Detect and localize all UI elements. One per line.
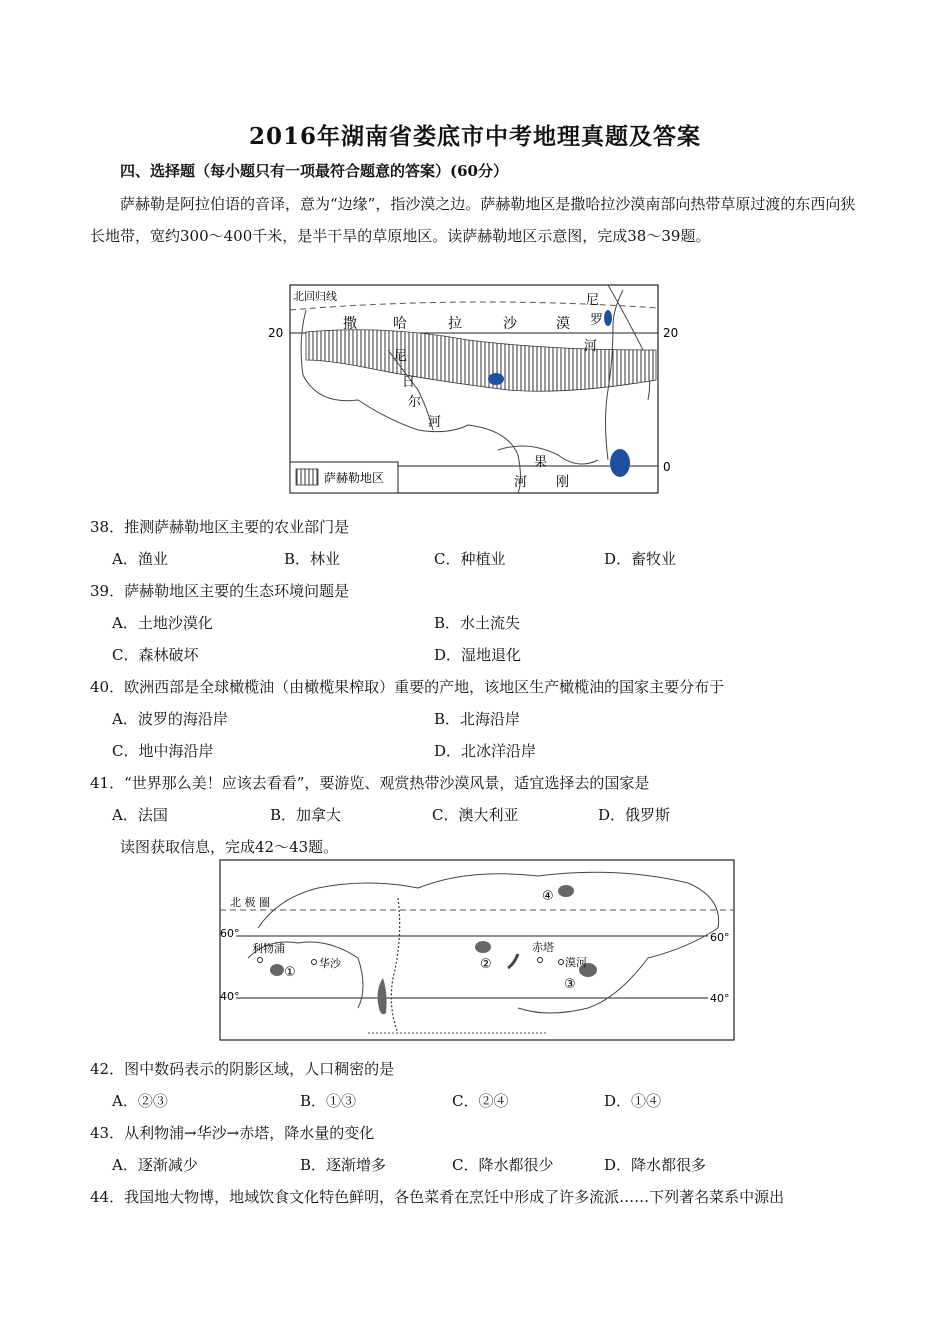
option: D．①④ [604,1092,662,1110]
option: D．北冰洋沿岸 [434,742,537,760]
option: B．逐渐增多 [300,1156,387,1174]
lat0-label: 0 [663,460,671,474]
read-instruction: 读图获取信息，完成42～43题。 [120,838,339,856]
option: A．逐渐减少 [112,1156,198,1174]
desert-char: 漠 [556,316,570,332]
mark-3: ③ [564,977,576,992]
city-chita: 赤塔 [532,941,554,954]
option: B．林业 [284,550,341,568]
question-43: 43．从利物浦→华沙→赤塔，降水量的变化 [90,1124,375,1142]
lat20-right-label: 20 [663,326,679,340]
page-title: 2016年湖南省娄底市中考地理真题及答案 [248,123,701,150]
tropic-label: 北回归线 [293,290,337,303]
option: C．种植业 [434,550,506,568]
mark-2: ② [480,957,492,972]
option: C．澳大利亚 [432,806,519,824]
option: B．①③ [300,1092,357,1110]
option: C．降水都很少 [452,1156,554,1174]
intro-paragraph: 萨赫勒是阿拉伯语的音译，意为“边缘”，指沙漠之边。萨赫勒地区是撒哈拉沙漠南部向热带草原过渡的东西向狭长地带，宽约300～400千米，是半干旱的草原地区。读萨赫勒地区示意图，完成38～39题。 [90,195,856,245]
option: C．②④ [452,1092,509,1110]
niger-char: 日 [402,375,416,390]
question-42: 42．图中数码表示的阴影区域，人口稠密的是 [90,1060,395,1078]
sahel-map [268,280,688,500]
option: D．湿地退化 [434,646,522,664]
question-40: 40．欧洲西部是全球橄榄油（由橄榄果榨取）重要的产地，该地区生产橄榄油的国家主要分布于 [90,678,725,696]
section-heading: 四、选择题（每小题只有一项最符合题意的答案）(60分） [120,162,508,180]
question-38: 38．推测萨赫勒地区主要的农业部门是 [90,518,350,536]
lat40-right-label: 40° [710,992,730,1005]
congo-char: 果 [534,455,548,470]
option: A．波罗的海沿岸 [112,710,228,728]
option: A．法国 [112,806,168,824]
option: A．土地沙漠化 [112,614,213,632]
question-39: 39．萨赫勒地区主要的生态环境问题是 [90,582,350,600]
nile-char: 河 [584,339,598,354]
desert-char: 撒 [343,316,357,332]
question-41: 41．“世界那么美！应该去看看”，要游览、观赏热带沙漠风景，适宜选择去的国家是 [90,774,650,792]
option: A．渔业 [112,550,168,568]
question-44: 44．我国地大物博，地域饮食文化特色鲜明，各色菜肴在烹饪中形成了许多流派……下列著名菜系中源出 [90,1188,785,1206]
option: D．畜牧业 [604,550,677,568]
congo-char: 刚 [556,475,570,490]
desert-char: 拉 [448,316,462,332]
lat20-left-label: 20 [268,326,284,340]
option: A．②③ [112,1092,168,1110]
lat40-left-label: 40° [220,990,240,1003]
niger-char: 尼 [394,349,408,364]
option: D．降水都很多 [604,1156,707,1174]
desert-char: 沙 [503,316,517,332]
arctic-circle-label: 北 极 圈 [230,896,270,909]
desert-char: 哈 [393,316,407,332]
option: C．森林破坏 [112,646,199,664]
option: B．水土流失 [434,614,521,632]
city-mohe: 漠河 [565,956,587,969]
mark-4: ④ [542,889,554,904]
congo-char: 河 [514,475,528,490]
option: C．地中海沿岸 [112,742,214,760]
option: B．加拿大 [270,806,342,824]
eurasia-map [218,858,738,1044]
city-liverpool: 利物浦 [252,942,285,955]
legend-label: 萨赫勒地区 [324,471,385,485]
nile-char: 罗 [590,313,604,328]
city-warsaw: 华沙 [319,957,341,970]
lat60-left-label: 60° [220,927,240,940]
option: D．俄罗斯 [598,806,671,824]
niger-char: 尔 [408,395,422,410]
nile-char: 尼 [586,293,600,308]
lat60-right-label: 60° [710,931,730,944]
option: B．北海沿岸 [434,710,521,728]
niger-char: 河 [428,415,442,430]
mark-1: ① [284,965,296,980]
